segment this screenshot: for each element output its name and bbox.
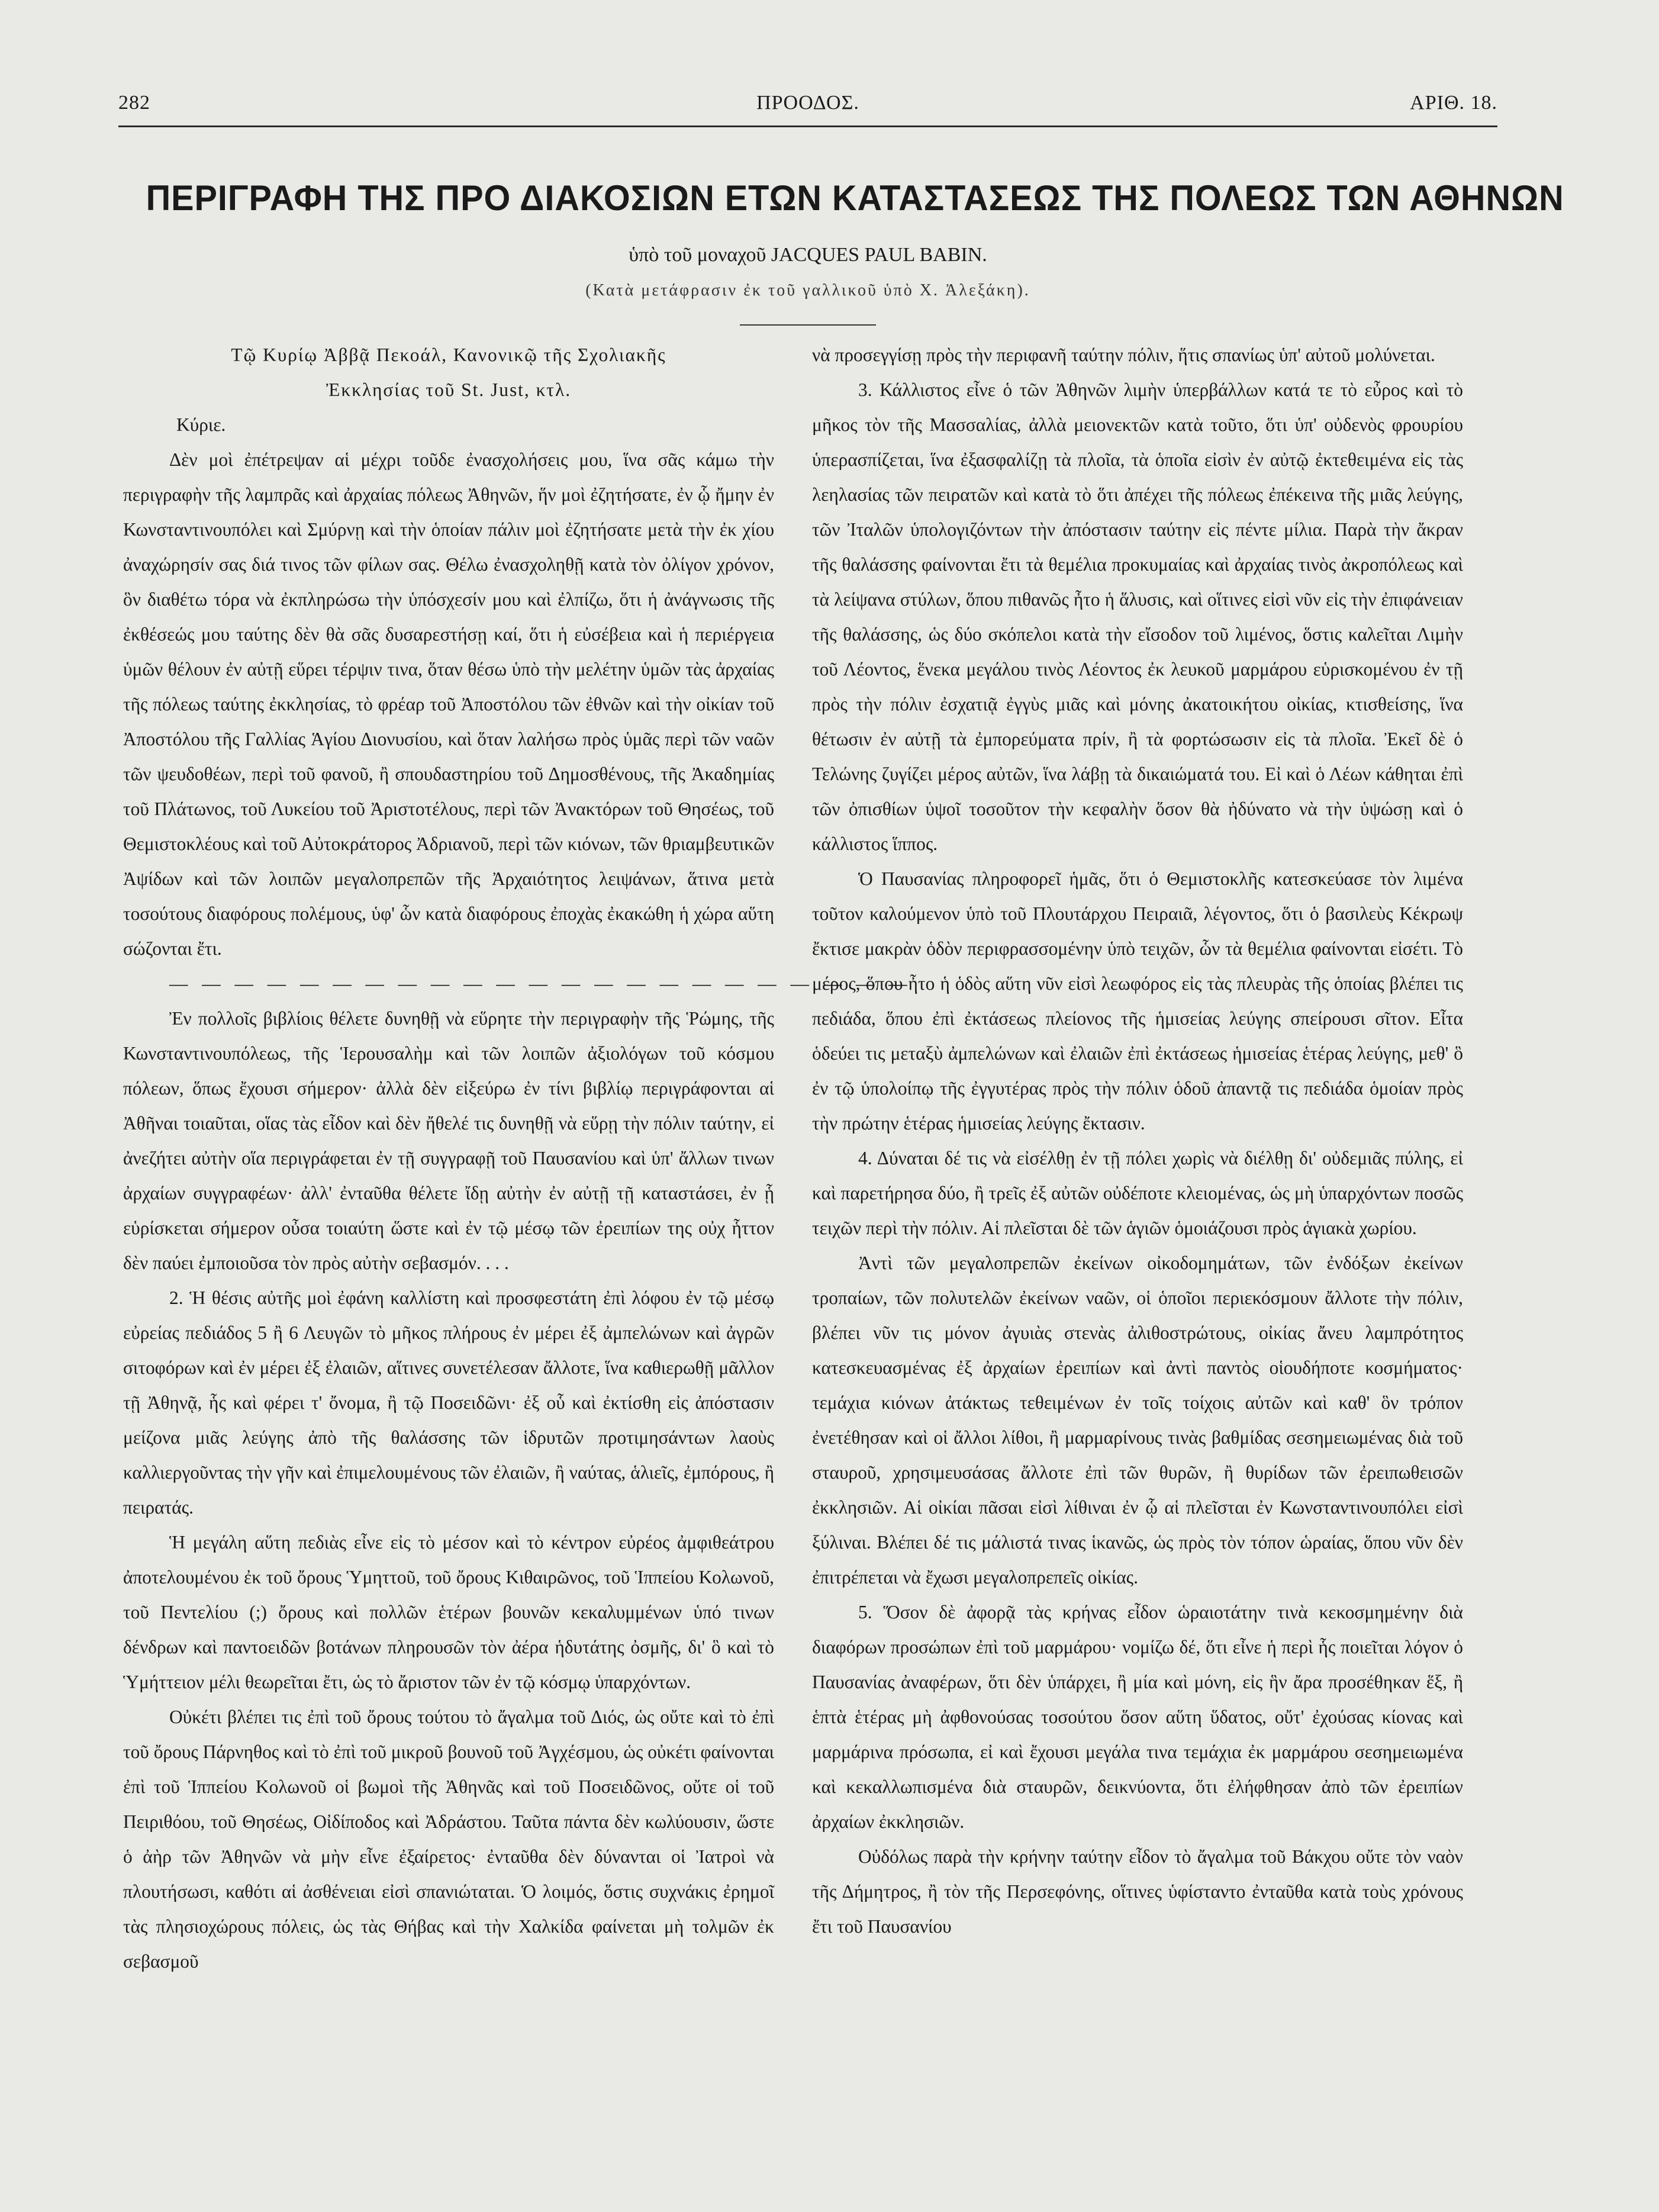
- paragraph: Ἡ μεγάλη αὕτη πεδιὰς εἶνε εἰς τὸ μέσον καὶ τὸ κέντρον εὐρέος ἀμφιθεάτρου ἀποτελουμένου ἐκ τοῦ ὄρους Ὑμηττοῦ, τοῦ ὄρους Κιθαιρῶνος, τοῦ Ἱππείου Κολωνοῦ, τοῦ Πεντελίου (;) ὄρους καὶ πολλῶν ἑτέρων βουνῶν κεκαλυμμένων ὑπό τινων δένδρων καὶ παντοειδῶν βοτάνων πληρουσῶν τὸν ἀέρα ἡδυτάτης ὀσμῆς, δι' ὃ καὶ τὸ Ὑμήττειον μέλι θεωρεῖται ἔτι, ὡς τὸ ἄριστον τῶν ἐν τῷ κόσμῳ ὑπαρχόντων.: [123, 1532, 774, 1692]
- page-number: 282: [118, 92, 150, 114]
- title-divider: [740, 324, 876, 326]
- left-column: [123, 337, 912, 1979]
- paragraph: 3. Κάλλιστος εἶνε ὁ τῶν Ἀθηνῶν λιμὴν ὑπερβάλλων κατά τε τὸ εὖρος καὶ τὸ μῆκος τὸν τῆς Μασσαλίας, ἀλλὰ μειονεκτῶν κατὰ τοῦτο, ὅτι ὑπ' οὐδενὸς φρουρίου ὑπερασπίζεται, ἵνα ἐξασφαλίζῃ τὰ πλοῖα, τὰ ὁποῖα εἰσὶν ἐν αὐτῷ ἐκτεθειμένα εἰς τὰς λεηλασίας τῶν πειρατῶν καὶ κατὰ τὸ ὅτι ἀπέχει τῆς πόλεως ἐπέκεινα τῆς μιᾶς λεύγης, τῶν Ἰταλῶν ὑπολογιζόντων τὴν ἀπόστασιν ταύτην εἰς πέντε μίλια. Παρὰ τὴν ἄκραν τῆς θαλάσσης φαίνονται ἔτι τὰ θεμέλια προκυμαίας καὶ ἀρχαίας τινὸς ἀκροπόλεως καὶ τὰ λείψανα στύλων, ὅπου πιθανῶς ἦτο ἡ ἅλυσις, καὶ οἵτινες εἰσὶ νῦν εἰς τὴν ἐπιφάνειαν τῆς θαλάσσης, ὡς δύο σκόπελοι κατὰ τὴν εἴσοδον τοῦ λιμένος, ὅστις καλεῖται Λιμὴν τοῦ Λέοντος, ἕνεκα μεγάλου τινὸς Λέοντος ἐκ λευκοῦ μαρμάρου εὑρισκομένου ἐν τῇ πρὸς τὴν πόλιν ἐσχατιᾷ ἐγγὺς μιᾶς καὶ μόνης ἀκατοικήτου οἰκίας, κτισθείσης, ἵνα θέτωσιν ἐν αὐτῇ τὰ ἐμπορεύματα πρίν, ἢ τὰ φορτώσωσιν εἰς τὰ πλοῖα. Ἐκεῖ δὲ ὁ Τελώνης ζυγίζει μέρος αὐτῶν, ἵνα λάβῃ τὰ δικαιώματά του. Εἰ καὶ ὁ Λέων κάθηται ἐπὶ τῶν ὀπισθίων ὑψοῖ τοσοῦτον τὴν κεφαλὴν ὅσον θὰ ἠδύνατο νὰ τὴν ὑψώσῃ καὶ ὁ κάλλιστος ἵππος.: [812, 379, 1463, 854]
- article-title: ΠΕΡΙΓΡΑΦΗ ΤΗΣ ΠΡΟ ΔΙΑΚΟΣΙΩΝ ΕΤΩΝ ΚΑΤΑΣΤΑΣΕΩΣ ΤΗΣ ΠΟΛΕΩΣ ΤΩΝ ΑΘΗΝΩΝ: [146, 178, 1564, 218]
- paragraph: Ἐν πολλοῖς βιβλίοις θέλετε δυνηθῇ νὰ εὕρητε τὴν περιγραφὴν τῆς Ῥώμης, τῆς Κωνσταντινουπόλεως, τῆς Ἱερουσαλὴμ καὶ τῶν λοιπῶν ἀξιολόγων τοῦ κόσμου πόλεων, ὅπως ἔχουσι σήμερον· ἀλλὰ δὲν εἰξεύρω ἐν τίνι βιβλίῳ περιγράφονται αἱ Ἀθῆναι τοιαῦται, οἵας τὰς εἶδον καὶ δὲν ἤθελέ τις δυνηθῇ νὰ εὕρῃ τὴν πόλιν ταύτην, εἰ ἀνεζήτει αὐτὴν οἵα περιγράφεται ἐν τῇ συγγραφῇ τοῦ Παυσανίου καὶ ὑπ' ἄλλων τινων ἀρχαίων συγγραφέων· ἀλλ' ἐνταῦθα θέλετε ἴδῃ αὐτὴν ἐν αὐτῇ τῇ καταστάσει, ἐν ᾗ εὑρίσκεται σήμερον οὖσα τοιαύτη ὥστε καὶ ἐν τῷ μέσῳ τῶν ἐρειπίων της οὐχ ἧττον δὲν παύει ἐμποιοῦσα τὸν πρὸς αὐτὴν σεβασμόν. . . .: [123, 1008, 774, 1273]
- issue-number: ΑΡΙΘ. 18.: [1410, 92, 1497, 114]
- article-byline: ὑπὸ τοῦ μοναχοῦ JACQUES PAUL BABIN.: [629, 244, 987, 266]
- salutation: Κύριε.: [176, 414, 226, 435]
- paragraph: 4. Δύναται δέ τις νὰ εἰσέλθῃ ἐν τῇ πόλει χωρὶς νὰ διέλθῃ δι' οὐδεμιᾶς πύλης, εἰ καὶ παρετήρησα δύο, ἢ τρεῖς ἐξ αὐτῶν οὐδέποτε κλειομένας, ὡς μὴ ὑπαρχόντων ποσῶς τειχῶν περὶ τὴν πόλιν. Αἱ πλεῖσται δὲ τῶν ἁγιῶν ὁμοιάζουσι πρὸς ἁγιακὰ χωρίου.: [812, 1148, 1463, 1238]
- translation-note: (Κατὰ μετάφρασιν ἐκ τοῦ γαλλικοῦ ὑπὸ Χ. Ἀλεξάκη).: [585, 281, 1030, 300]
- dash-separator: — — — — — — — — — — — — — — — — — — — — — — —: [169, 973, 912, 994]
- right-column: [812, 337, 1463, 1944]
- running-head: [118, 92, 1497, 114]
- paragraph: Οὐδόλως παρὰ τὴν κρήνην ταύτην εἶδον τὸ ἄγαλμα τοῦ Βάκχου οὔτε τὸν ναὸν τῆς Δήμητρος, ἢ τὸν τῆς Περσεφόνης, οἵτινες ὑφίσταντο ἐνταῦθα κατὰ τοὺς χρόνους ἔτι τοῦ Παυσανίου: [812, 1846, 1463, 1937]
- paragraph: νὰ προσεγγίσῃ πρὸς τὴν περιφανῆ ταύτην πόλιν, ἥτις σπανίως ὑπ' αὐτοῦ μολύνεται.: [812, 344, 1435, 365]
- paragraph: Οὐκέτι βλέπει τις ἐπὶ τοῦ ὄρους τούτου τὸ ἄγαλμα τοῦ Διός, ὡς οὔτε καὶ τὸ ἐπὶ τοῦ ὄρους Πάρνηθος καὶ τὸ ἐπὶ τοῦ μικροῦ βουνοῦ τοῦ Ἀγχέσμου, ὡς οὐκέτι φαίνονται ἐπὶ τοῦ Ἱππείου Κολωνοῦ οἱ βωμοὶ τῆς Ἀθηνᾶς καὶ τοῦ Ποσειδῶνος, οὔτε οἱ τοῦ Πειριθόου, τοῦ Θησέως, Οἰδίποδος καὶ Ἀδράστου. Ταῦτα πάντα δὲν κωλύουσιν, ὥστε ὁ ἀὴρ τῶν Ἀθηνῶν νὰ μὴν εἶνε ἐξαίρετος· ἐνταῦθα δὲν δύνανται οἱ Ἰατροὶ νὰ πλουτήσωσι, καθότι αἱ ἀσθένειαι εἰσὶ σπανιώταται. Ὁ λοιμός, ὅστις συχνάκις ἐρημοῖ τὰς πλησιοχώρους πόλεις, ὡς τὰς Θήβας καὶ τὴν Χαλκίδα φαίνεται μὴ τολμῶν ἐκ σεβασμοῦ: [123, 1707, 774, 1972]
- addressee-line-2: Ἐκκλησίας τοῦ St. Just, κτλ.: [326, 379, 572, 400]
- addressee-line-1: Τῷ Κυρίῳ Ἀββᾷ Πεκοάλ, Κανονικῷ τῆς Σχολιακῆς: [231, 344, 666, 365]
- paragraph: Ὁ Παυσανίας πληροφορεῖ ἡμᾶς, ὅτι ὁ Θεμιστοκλῆς κατεσκεύασε τὸν λιμένα τοῦτον καλούμενον ὑπὸ τοῦ Πλουτάρχου Πειραιᾶ, λέγοντος, ὅτι ὁ βασιλεὺς Κέκρωψ ἔκτισε μακρὰν ὁδὸν περιφρασσομένην ὑπὸ τειχῶν, ὧν τὰ θεμέλια φαίνονται εἰσέτι. Τὸ μέρος, ὅπου ἦτο ἡ ὁδὸς αὕτη νῦν εἰσὶ λεωφόρος εἰς τὰς πλευρὰς τῆς ὁποίας βλέπει τις πεδιάδα, ὅπου ἐπὶ ἐκτάσεως πλείονος τῆς ἡμισείας λεύγης σπείρουσι σῖτον. Εἶτα ὁδεύει τις μεταξὺ ἀμπελώνων καὶ ἐλαιῶν ἐπὶ ἐκτάσεως ἡμισείας ἑτέρας λεύγης, μεθ' ὃ ἐν τῷ ὑπολοίπῳ τῆς ἐγγυτέρας πρὸς τὴν πόλιν ὁδοῦ ἀπαντᾷ τις πεδιάδα ὁμοίαν πρὸς τὴν πρώτην ἑτέρας ἡμισείας λεύγης ἔκτασιν.: [812, 868, 1463, 1134]
- paragraph: 2. Ἡ θέσις αὐτῆς μοὶ ἐφάνη καλλίστη καὶ προσφεστάτη ἐπὶ λόφου ἐν τῷ μέσῳ εὐρείας πεδιάδος 5 ἢ 6 Λευγῶν τὸ μῆκος πλήρους ἐν μέρει ἐξ ἀμπελώνων καὶ ἀγρῶν σιτοφόρων καὶ ἐν μέρει ἐξ ἐλαιῶν, αἵτινες συνετέλεσαν ἄλλοτε, ἵνα καθιερωθῇ μᾶλλον τῇ Ἀθηνᾷ, ἧς καὶ φέρει τ' ὄνομα, ἢ τῷ Ποσειδῶνι· ἐξ οὗ καὶ ἐκτίσθη εἰς ἀπόστασιν μείζονα μιᾶς λεύγης ἀπὸ τῆς θαλάσσης τῶν ἱδρυτῶν προτιμησάντων λαοὺς καλλιεργοῦντας τὴν γῆν καὶ ἐπιμελουμένους τῶν ἐλαιῶν, ἢ ναύτας, ἁλιεῖς, ἐμπόρους, ἢ πειρατάς.: [123, 1287, 774, 1518]
- paragraph: 5. Ὅσον δὲ ἀφορᾷ τὰς κρήνας εἶδον ὡραιοτάτην τινὰ κεκοσμημένην διὰ διαφόρων προσώπων ἐπὶ τοῦ μαρμάρου· νομίζω δέ, ὅτι εἶνε ἡ περὶ ἧς ποιεῖται λόγον ὁ Παυσανίας ἀναφέρων, ὅτι δὲν ὑπάρχει, ἢ μία καὶ μόνη, εἰς ἣν ἄρα προσέθηκαν ἕξ, ἢ ἑπτὰ ἑτέρας μὴ ἀφθονούσας τοσούτου ὅσον αὕτη ὕδατος, οὔτ' ἐχούσας κίονας καὶ μαρμάρινα πρόσωπα, εἰ καὶ ἔχουσι μεγάλα τινα τεμάχια ἐκ μαρμάρου σεσημειωμένα καὶ κεκαλλωπισμένα διὰ σταυρῶν, δεικνύοντα, ὅτι ἐλήφθησαν ἀπὸ τῶν ἐρειπίων ἀρχαίων ἐκκλησιῶν.: [812, 1602, 1463, 1832]
- header-rule: [118, 125, 1497, 127]
- journal-title: ΠΡΟΟΔΟΣ.: [756, 92, 859, 114]
- addressee: [123, 337, 774, 407]
- paragraph: Δὲν μοὶ ἐπέτρεψαν αἱ μέχρι τοῦδε ἐνασχολήσεις μου, ἵνα σᾶς κάμω τὴν περιγραφὴν τῆς λαμπρᾶς καὶ ἀρχαίας πόλεως Ἀθηνῶν, ἥν μοὶ ἐζητήσατε, ἐν ᾧ ἤμην ἐν Κωνσταντινουπόλει καὶ Σμύρνῃ καὶ τὴν ὁποίαν πάλιν μοὶ ἐζητήσατε μετὰ τὴν ἐκ χίου ἀναχώρησίν σας διά τινος τῶν φίλων σας. Θέλω ἐνασχοληθῇ κατὰ τὸν ὀλίγον χρόνον, ὃν διαθέτω τόρα νὰ ἐκπληρώσω τὴν ὑπόσχεσίν μου καὶ ἐλπίζω, ὅτι ἡ ἀνάγνωσις τῆς ἐκθέσεώς μου ταύτης δὲν θὰ σᾶς δυσαρεστήσῃ καί, ὅτι ἡ εὐσέβεια καὶ ἡ περιέργεια ὑμῶν θέλουν ἐν αὐτῇ εὕρει τέρψιν τινα, ὅταν θέσω ὑπὸ τὴν μελέτην ὑμῶν τὰς ἀρχαίας τῆς πόλεως ταύτης ἐκκλησίας, τὸ φρέαρ τοῦ Ἀποστόλου τῶν ἐθνῶν καὶ τὴν οἰκίαν τοῦ Ἀποστόλου τῆς Γαλλίας Ἁγίου Διονυσίου, καὶ ὅταν λαλήσω πρὸς ὑμᾶς περὶ τῶν ναῶν τῶν ψευδοθέων, περὶ τοῦ φανοῦ, ἢ σπουδαστηρίου τοῦ Δημοσθένους, τῆς Ἀκαδημίας τοῦ Πλάτωνος, τοῦ Λυκείου τοῦ Ἀριστοτέλους, περὶ τῶν Ἀνακτόρων τοῦ Θησέως, τοῦ Θεμιστοκλέους καὶ τοῦ Αὐτοκράτορος Ἀδριανοῦ, περὶ τῶν κιόνων, τῶν θριαμβευτικῶν Ἀψίδων καὶ τῶν λοιπῶν μεγαλοπρεπῶν τῆς Ἀρχαιότητος λειψάνων, ἅτινα μετὰ τοσούτους διαφόρους πολέμους, ὑφ' ὧν κατὰ διαφόρους ἐποχὰς ἐκακώθη ἡ χώρα αὕτη σώζονται ἔτι.: [123, 449, 774, 959]
- paragraph: Ἀντὶ τῶν μεγαλοπρεπῶν ἐκείνων οἰκοδομημάτων, τῶν ἐνδόξων ἐκείνων τροπαίων, τῶν πολυτελῶν ἐκείνων ναῶν, οἱ ὁποῖοι περιεκόσμουν ἄλλοτε τὴν πόλιν, βλέπει νῦν τις μόνον ἀγυιὰς στενὰς ἀλιθοστρώτους, οἰκίας ἄνευ λαμπρότητος κατεσκευασμένας ἐξ ἀρχαίων ἐρειπίων καὶ ἀντὶ παντὸς οἱουδήποτε κοσμήματος· τεμάχια κιόνων ἀτάκτως τεθειμένων ἐν τοῖς τοίχοις αὐτῶν καὶ καθ' ὃν τρόπον ἐνετέθησαν καὶ οἱ ἄλλοι λίθοι, ἢ μαρμαρίνους τινὰς βαθμίδας σεσημειωμένας διὰ τοῦ σταυροῦ, χρησιμευσάσας ἄλλοτε ἐπὶ τῶν θυρῶν, ἢ θυρίδων τῶν ἐρειπωθεισῶν ἐκκλησιῶν. Αἱ οἰκίαι πᾶσαι εἰσὶ λίθιναι ἐν ᾧ αἱ πλεῖσται ἐν Κωνσταντινουπόλει εἰσὶ ξύλιναι. Βλέπει δέ τις μάλιστά τινας ἱκανῶς, ὡς πρὸς τὸν τόπον ὡραίας, ὅπου νῦν δὲν ἐπιτρέπεται νὰ ἔχωσι μεγαλοπρεπεῖς οἰκίας.: [812, 1252, 1463, 1588]
